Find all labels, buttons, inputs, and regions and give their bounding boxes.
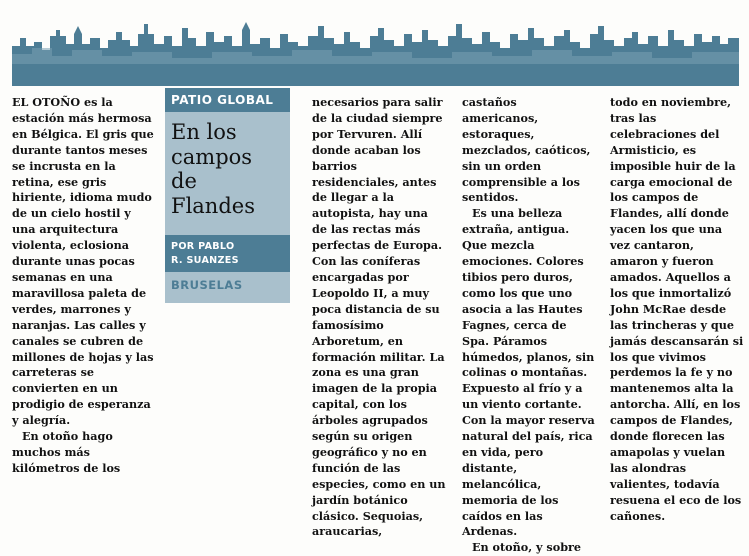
article-column-1 [12,95,154,477]
title-line: de [171,169,197,193]
byline-line: POR PABLO [171,241,235,252]
headline-box [165,88,290,303]
article-paragraph: necesarios para salir de la ciudad siempre por Tervuren. Allí donde acaban los barrios residenciales, antes de llegar a la autopista, hay una de las rectas más perfectas de Europa. Con las coníferas encargadas por Leopoldo II, a muy poca distancia de su famosísimo Arboretum, en formación militar. La zona es una gran imagen de la propia capital, con los árboles agrupados según su origen geográfico y no en función de las especies, como en un jardín botánico clásico. Sequoias, araucarias, [312,95,446,539]
article-paragraph: En otoño hago muchos más kilómetros de los [12,429,121,475]
byline-line: R. SUANZES [171,254,239,266]
byline [165,235,290,272]
title-line: campos [171,144,253,169]
article-paragraph: todo en noviembre, tras las celebraciones del Armisticio, es imposible huir de la carga emocional de los campos de Flandes, allí donde yacen los que una vez cantaron, amaron y fueron amados. Aquellos a los que inmortalizó John McRae desde las trincheras y que jamás descansarán si los que vivimos perdemos la fe y no mantenemos alta la antorcha. Allí, en los campos de Flandes, donde florecen las amapolas y vuelan las alondras valientes, todavía resuena el eco de los cañones. [610,95,744,523]
city-skyline-banner [12,16,739,86]
article-column-4 [610,95,744,524]
lead-in: EL OTOÑO [12,95,81,109]
article-paragraph: Es una belleza extraña, antigua. Que mezcla emociones. Colores tibios pero duros, como los que uno asocia a las Hautes Fagnes, cerca de Spa. Páramos húmedos, planos, sin colinas o montañas. Expuesto al frío y a un viento cortante. Con la mayor reserva natural del país, rica en vida, pero distante, melancólica, memoria de los caídos en las Ardenas. [462,206,595,539]
article-paragraph: En otoño, y sobre [472,540,582,555]
article-column-2 [312,95,446,540]
dateline: BRUSELAS [171,278,243,292]
title-line: En los [171,120,237,144]
section-label: PATIO GLOBAL [165,88,290,112]
title-line: Flandes [171,193,255,218]
article-paragraph: castaños americanos, estoraques, mezclados, caóticos, sin un orden comprensible a los sentidos. [462,95,591,205]
article-title [165,112,290,235]
paragraph-text: es la estación más hermosa en Bélgica. El gris que durante tantos meses se incrusta en la retina, ese gris hiriente, idioma mudo de un cielo hostil y una arquitectura violenta, eclosiona durante unas pocas semanas en una maravillosa paleta de verdes, marrones y naranjas. Las calles y canales se cubren de millones de hojas y las carreteras se convierten en un prodigio de esperanza y alegría. [12,95,154,428]
article-paragraph [12,95,154,429]
article-column-3 [462,95,596,556]
